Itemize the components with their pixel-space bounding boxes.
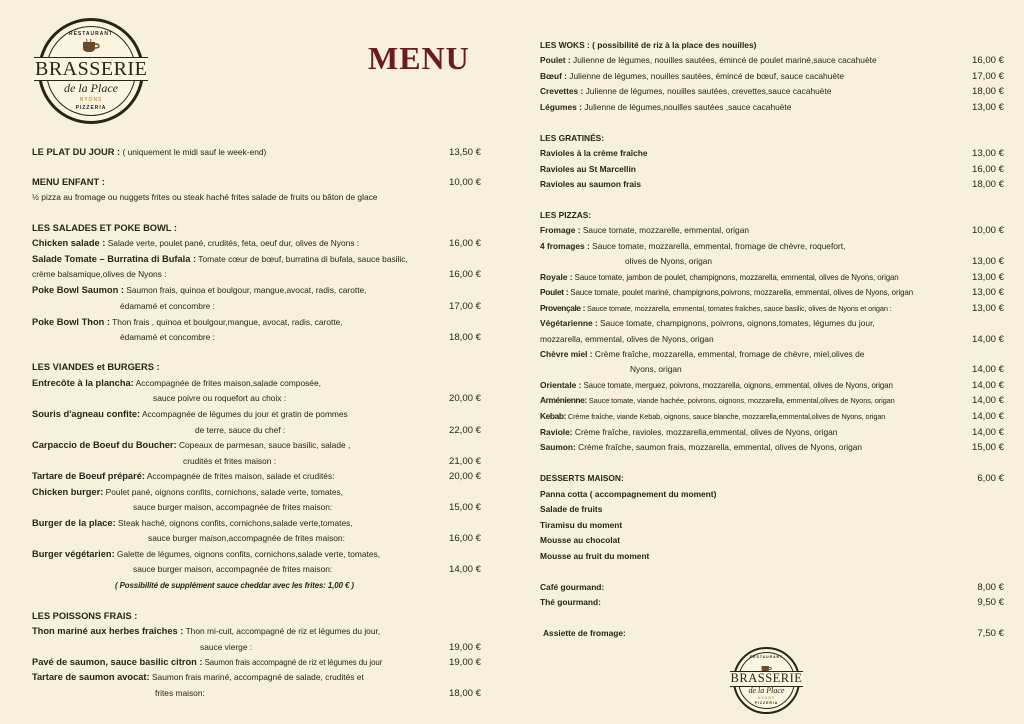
woks-header: LES WOKS : ( possibilité de riz à la place des nouilles)	[540, 40, 757, 50]
pizzas-header: LES PIZZAS:	[540, 210, 592, 220]
assiette-fromage-price: 7,50 €	[977, 628, 1004, 639]
item-name: Ravioles à la crème fraîche	[540, 148, 648, 158]
item-price: 14,00 €	[971, 334, 1004, 345]
item-desc: Accompagnée de légumes du jour et gratin de pommes	[140, 409, 348, 419]
logo-sub: de la Place	[64, 81, 118, 95]
item-name: Ravioles au saumon frais	[540, 179, 642, 189]
coffee-cup-icon	[761, 660, 772, 668]
logo-brand: BRASSERIE	[35, 58, 148, 80]
assiette-fromage: Assiette de fromage:	[543, 628, 626, 638]
cafe-gourmand-price: 8,00 €	[977, 582, 1004, 593]
the-gourmand-price: 9,50 €	[977, 597, 1004, 608]
item-desc: sauce poivre ou roquefort au choix :	[153, 393, 287, 403]
item-desc: édamamé et concombre :	[120, 301, 215, 311]
menu-item	[540, 303, 892, 314]
menu-item	[540, 380, 893, 391]
menu-item	[540, 318, 875, 329]
item-price: 17,00 €	[971, 71, 1004, 82]
menu-item	[540, 427, 837, 438]
menu-enfant-label: MENU ENFANT :	[32, 177, 105, 187]
item-price: 14,00 €	[971, 411, 1004, 422]
item-name: Saumon:	[540, 442, 576, 452]
item-price: 21,00 €	[448, 456, 481, 467]
item-name: Fromage :	[540, 225, 581, 235]
coffee-cup-icon	[82, 39, 98, 51]
menu-item	[540, 411, 885, 422]
menu-item	[32, 254, 408, 265]
item-desc: Salade verte, poulet pané, crudités, feta, oeuf dur, olives de Nyons :	[105, 238, 360, 248]
cafe-gourmand: Café gourmand:	[540, 582, 605, 592]
item-desc: olives de Nyons, origan	[625, 256, 713, 266]
item-name: 4 fromages :	[540, 241, 590, 251]
item-desc: sauce vierge :	[200, 642, 253, 652]
item-desc: édamamé et concombre :	[120, 332, 215, 342]
item-price: 14,00 €	[971, 380, 1004, 391]
item-price: 22,00 €	[448, 425, 481, 436]
item-desc: Nyons, origan	[630, 364, 682, 374]
menu-item	[540, 442, 862, 453]
item-name: Orientale :	[540, 380, 582, 390]
item-desc: Sauce tomate, poulet mariné, champignons,poivrons, mozzarella, emmental, olives de Nyons, origan	[568, 288, 913, 297]
item-price: 16,00 €	[448, 269, 481, 280]
item-name: Royale :	[540, 272, 573, 282]
item-desc: Crème fraîche, mozzarella, emmental, fromage de chèvre, miel,olives de	[592, 349, 865, 359]
item-name: Raviole:	[540, 427, 573, 437]
brand-logo-small	[730, 647, 803, 714]
item-name: Kebab:	[540, 411, 566, 421]
menu-item	[540, 71, 844, 82]
dessert-item: Mousse au fruit du moment	[540, 551, 650, 561]
menu-item	[32, 657, 382, 668]
item-name: Ravioles au St Marcellin	[540, 164, 636, 174]
item-desc: Sauce tomate, mozzarelle, emmental, origan	[580, 225, 750, 235]
item-price: 19,00 €	[448, 657, 481, 668]
item-price: 16,00 €	[448, 533, 481, 544]
gratines-header: LES GRATINÉS:	[540, 133, 605, 143]
plat-du-jour-desc: ( uniquement le midi sauf le week-end)	[120, 147, 267, 157]
item-price: 13,00 €	[971, 102, 1004, 113]
salades-header: LES SALADES ET POKE BOWL :	[32, 223, 177, 233]
item-desc: sauce burger maison,accompagnée de frites maison:	[148, 533, 345, 543]
item-desc: Galette de légumes, oignons confits, cornichons,salade verte, tomates,	[114, 549, 381, 559]
menu-item	[540, 395, 895, 406]
item-name: Thon mariné aux herbes fraîches :	[32, 626, 184, 636]
item-desc: sauce burger maison, accompagnée de frites maison:	[133, 502, 333, 512]
item-desc: mozzarella, emmental, olives de Nyons, origan	[540, 334, 714, 344]
item-desc: Julienne de légumes, nouilles sautées, émincé de poulet mariné,sauce cacahuète	[570, 55, 877, 65]
item-desc: Sauce tomate, merguez, poivrons, mozzarella, oignons, emmental, olives de Nyons, origan	[581, 381, 893, 390]
item-name: Souris d'agneau confite:	[32, 409, 141, 419]
item-name: Chicken burger:	[32, 487, 104, 497]
dessert-item: Mousse au chocolat	[540, 535, 621, 545]
item-name: Poulet :	[540, 287, 569, 297]
menu-item	[32, 285, 367, 296]
item-price: 17,00 €	[448, 301, 481, 312]
menu-item	[540, 272, 899, 283]
item-desc: crème balsamique,olives de Nyons :	[32, 269, 167, 279]
item-desc: Saumon frais, quinoa et boulgour, mangue,avocat, radis, carotte,	[123, 285, 367, 295]
menu-item	[32, 626, 380, 637]
item-desc: Saumon frais accompagné de riz et légumes du jour	[202, 658, 383, 667]
supplement-note: ( Possibilité de supplément sauce cheddar avec les frites: 1,00 € )	[115, 581, 354, 590]
item-name: Légumes :	[540, 102, 582, 112]
item-desc: Sauce tomate, champignons, poivrons, oignons,tomates, légumes du jour,	[597, 318, 875, 328]
item-desc: Accompagnée de frites maison,salade composée,	[133, 378, 321, 388]
item-desc: Sauce tomate, mozzarella, emmental, tomates fraîches, sauce basilic, olives de Nyons et origan :	[585, 304, 892, 313]
item-desc: Saumon frais mariné, accompagné de salade, crudités et	[149, 672, 364, 682]
item-desc: Thon mi-cuit, accompagné de riz et légumes du jour,	[183, 626, 381, 636]
logo-top-text: RESTAURANT	[68, 31, 114, 37]
menu-item	[32, 238, 359, 249]
item-desc: Poulet pané, oignons confits, cornichons, salade verte, tomates,	[103, 487, 344, 497]
item-desc: Julienne de légumes, nouilles sautées, crevettes,sauce cacahuète	[583, 86, 832, 96]
item-desc: Tomate cœur de bœuf, burratina di bufala, sauce basilic,	[196, 254, 408, 264]
item-desc: Crème fraîche, viande Kebab, oignons, sauce blanche, mozzarella,emmental,olives de Nyons, origan	[565, 412, 886, 421]
logo-bottom-text: PIZZERIA	[75, 105, 107, 111]
item-price: 20,00 €	[448, 393, 481, 404]
item-desc: Thon frais , quinoa et boulgour,mangue, avocat, radis, carotte,	[110, 317, 343, 327]
brand-logo	[35, 18, 148, 124]
logo-sub: de la Place	[748, 686, 785, 695]
item-desc: Accompagnée de frites maison, salade et crudités:	[144, 471, 335, 481]
the-gourmand: Thé gourmand:	[540, 597, 601, 607]
item-desc: sauce burger maison, accompagnée de frites maison:	[133, 564, 333, 574]
item-name: Arménienne:	[540, 395, 587, 405]
item-price: 16,00 €	[971, 164, 1004, 175]
item-price: 15,00 €	[971, 442, 1004, 453]
item-name: Bœuf :	[540, 71, 567, 81]
item-price: 13,00 €	[971, 303, 1004, 314]
item-name: Burger de la place:	[32, 518, 116, 528]
item-name: Végétarienne :	[540, 318, 598, 328]
item-desc: Sauce tomate, mozzarella, emmental, fromage de chèvre, roquefort,	[589, 241, 846, 251]
item-price: 16,00 €	[448, 238, 481, 249]
item-desc: Copeaux de parmesan, sauce basilic, salade ,	[176, 440, 351, 450]
desserts-price: 6,00 €	[977, 473, 1004, 484]
item-name: Crevettes :	[540, 86, 584, 96]
menu-item	[32, 471, 334, 482]
item-name: Entrecôte à la plancha:	[32, 378, 134, 388]
menu-item	[32, 378, 321, 389]
logo-city: NYONS	[757, 696, 776, 700]
item-price: 13,00 €	[971, 287, 1004, 298]
menu-item	[540, 55, 877, 66]
menu-enfant-price: 10,00 €	[448, 177, 481, 188]
item-price: 15,00 €	[448, 502, 481, 513]
item-name: Burger végétarien:	[32, 549, 115, 559]
item-desc: Steak haché, oignons confits, cornichons,salade verte,tomates,	[115, 518, 353, 528]
dessert-item: Tiramisu du moment	[540, 520, 623, 530]
plat-du-jour	[32, 147, 266, 158]
logo-top-text: RESTAURANT	[749, 655, 784, 659]
menu-item	[540, 241, 845, 252]
item-name: Tartare de Boeuf préparé:	[32, 471, 145, 481]
item-name: Poulet :	[540, 55, 571, 65]
dessert-item: Salade de fruits	[540, 504, 603, 514]
item-price: 13,00 €	[971, 148, 1004, 159]
item-price: 13,00 €	[971, 272, 1004, 283]
item-price: 18,00 €	[971, 86, 1004, 97]
poissons-header: LES POISSONS FRAIS :	[32, 611, 138, 621]
menu-item	[32, 409, 348, 420]
item-price: 14,00 €	[971, 395, 1004, 406]
logo-brand: BRASSERIE	[730, 671, 803, 685]
item-price: 13,00 €	[971, 256, 1004, 267]
item-desc: Sauce tomate, jambon de poulet, champignons, mozzarella, emmental, olives de Nyons, origan	[572, 273, 899, 282]
item-price: 14,00 €	[971, 427, 1004, 438]
menu-item	[32, 440, 350, 451]
menu-item	[32, 487, 343, 498]
menu-enfant-desc: ½ pizza au fromage ou nuggets frites ou steak haché frites salade de fruits ou bâton de glace	[32, 192, 378, 202]
logo-bottom-text: PIZZERIA	[754, 701, 779, 705]
item-desc: Julienne de légumes,nouilles sautées ,sauce cacahuète	[581, 102, 792, 112]
item-name: Poke Bowl Thon :	[32, 317, 110, 327]
item-name: Chèvre miel :	[540, 349, 593, 359]
item-price: 14,00 €	[971, 364, 1004, 375]
item-desc: Crème fraîche, ravioles, mozzarella,emmental, olives de Nyons, origan	[572, 427, 838, 437]
menu-item	[32, 549, 380, 560]
menu-item	[540, 86, 831, 97]
menu-item	[540, 102, 791, 113]
item-name: Provençale :	[540, 303, 586, 313]
item-price: 10,00 €	[971, 225, 1004, 236]
item-price: 20,00 €	[448, 471, 481, 482]
plat-du-jour-price: 13,50 €	[448, 147, 481, 158]
item-desc: frites maison:	[155, 688, 205, 698]
menu-item	[540, 287, 913, 298]
menu-item	[32, 672, 364, 683]
item-name: Carpaccio de Boeuf du Boucher:	[32, 440, 177, 450]
menu-item	[32, 317, 343, 328]
menu-item	[540, 349, 864, 360]
item-price: 16,00 €	[971, 55, 1004, 66]
menu-item	[32, 518, 353, 529]
item-price: 18,00 €	[971, 179, 1004, 190]
dessert-item: Panna cotta ( accompagnement du moment)	[540, 489, 717, 499]
item-name: Poke Bowl Saumon :	[32, 285, 124, 295]
item-name: Pavé de saumon, sauce basilic citron :	[32, 657, 203, 667]
item-desc: de terre, sauce du chef :	[195, 425, 286, 435]
plat-du-jour-label: LE PLAT DU JOUR :	[32, 147, 121, 157]
item-name: Salade Tomate – Burratina di Bufala :	[32, 254, 197, 264]
item-price: 19,00 €	[448, 642, 481, 653]
item-name: Chicken salade :	[32, 238, 106, 248]
item-price: 18,00 €	[448, 332, 481, 343]
page-title: MENU	[368, 40, 470, 76]
item-desc: Sauce tomate, viande hachée, poivrons, oignons, mozzarella, emmental,olives de Nyons, origan	[586, 396, 895, 405]
item-desc: crudités et frites maison :	[183, 456, 277, 466]
desserts-header: DESSERTS MAISON:	[540, 473, 624, 483]
menu-item	[540, 225, 749, 236]
item-price: 18,00 €	[448, 688, 481, 699]
viandes-header: LES VIANDES et BURGERS :	[32, 362, 160, 372]
item-desc: Crème fraîche, saumon frais, mozzarella, emmental, olives de Nyons, origan	[575, 442, 863, 452]
item-name: Tartare de saumon avocat:	[32, 672, 150, 682]
item-desc: Julienne de légumes, nouilles sautées, émincé de bœuf, sauce cacahuète	[566, 71, 844, 81]
item-price: 14,00 €	[448, 564, 481, 575]
logo-city: NYONS	[79, 97, 103, 103]
